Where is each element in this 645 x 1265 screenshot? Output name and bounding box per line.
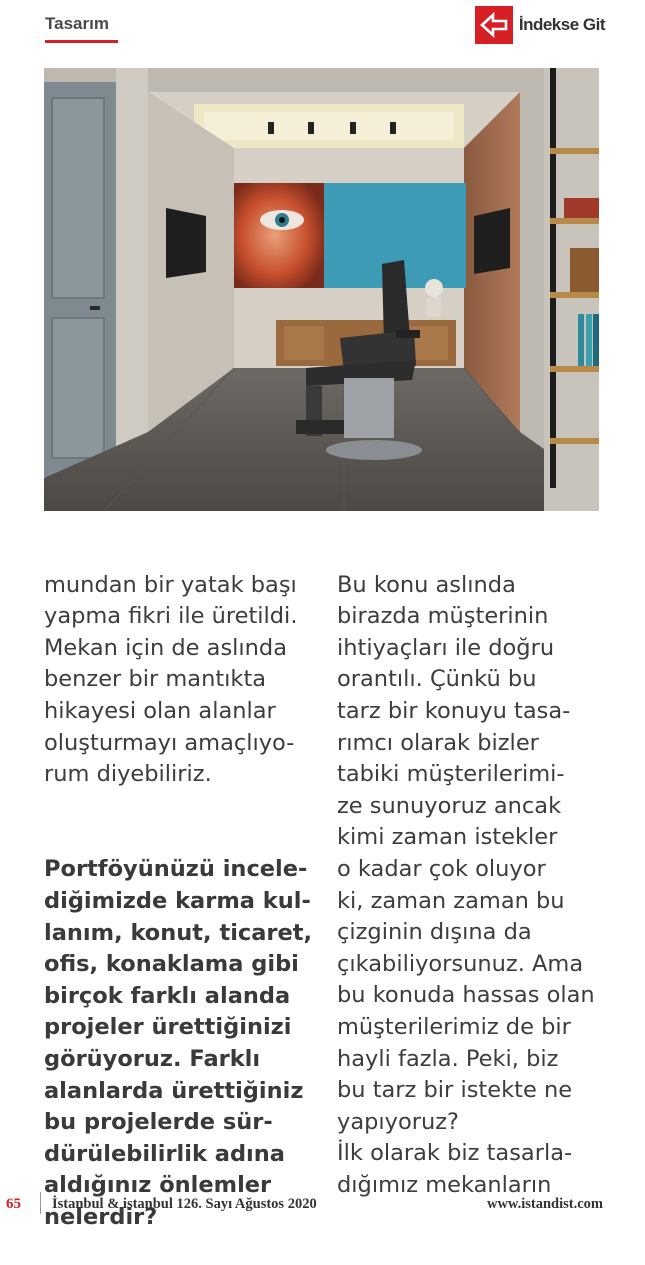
article-column-left [44,538,319,1265]
footer-divider [40,1192,41,1214]
interior-photo [44,68,599,511]
page-number: 65 [6,1196,21,1212]
index-link[interactable] [475,6,605,44]
index-link-label[interactable]: İndekse Git [518,15,605,34]
interview-question: Portföyünüzü incele- diğimizde karma kul- lanım, konut, ticaret, ofis, konaklama gibi birçok farklı alanda projeler ürettiğinizi görüyoruz. Farklı alanlarda ürettiğiniz bu projelerde sür- dürülebilirlik adına aldığınız önlemler nelerdir? [44,856,313,1230]
article-paragraph: Bu konu aslında birazda müşterinin ihtiyaçları ile doğru orantılı. Çünkü bu tarz bir konuyu tasa- rımcı olarak bizler tabiki müşterilerimi- ze sunuyoruz ancak kimi zaman istekler o kadar çok oluyor ki, zaman zaman bu çizginin dışına da çıkabiliyorsunuz. Ama bu konuda hassas olan müşterilerimiz de bir hayli fazla. Peki, biz bu tarz bir istekte ne yapıyoruz? İlk olarak biz tasarla- dığımız mekanların [337,571,595,1198]
arrow-left-icon[interactable] [475,6,513,44]
section-underline [45,40,118,43]
section-title: Tasarım [45,14,109,33]
article-paragraph: mundan bir yatak başı yapma fikri ile üretildi. Mekan için de aslında benzer bir mantıkta hikayesi olan alanlar oluşturmayı amaçlıyo- rum diyebiliriz. [44,571,298,788]
page-footer [0,1192,645,1216]
article-column-right [337,538,612,1233]
website-link[interactable]: www.istandist.com [486,1196,603,1212]
issue-info: İstanbul & istanbul 126. Sayı Ağustos 2020 [52,1196,317,1212]
